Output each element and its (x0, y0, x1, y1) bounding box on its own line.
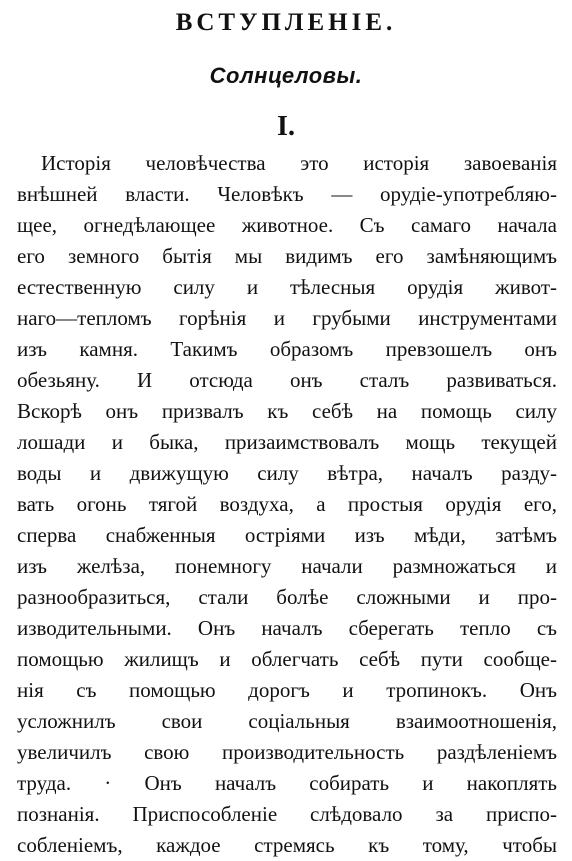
text-line: Исторія человѣчества это исторія завоеванія (41, 151, 557, 175)
text-line: изъ камня. Такимъ образомъ превзошелъ онъ (17, 337, 557, 361)
body-paragraph (17, 148, 557, 861)
text-line: щее, огнедѣлающее животное. Съ самаго начала (17, 213, 557, 237)
text-line: сперва снабженныя остріями изъ мѣди, затѣмъ (17, 523, 557, 547)
text-line: Вскорѣ онъ призвалъ къ себѣ на помощь силу (17, 399, 557, 423)
text-line: обезьяну. И отсюда онъ сталъ развиваться. (17, 368, 557, 392)
text-line: собленіемъ, каждое стремясь къ тому, чтобы (17, 833, 557, 857)
text-line: наго—тепломъ горѣнія и грубыми инструментами (17, 306, 557, 330)
text-line: увеличилъ свою производительность раздѣленіемъ (17, 740, 557, 764)
text-line: помощью жилищъ и облегчать себѣ пути сообще- (17, 647, 557, 671)
part-number: I. (277, 111, 295, 142)
text-line: вать огонь тягой воздуха, а простыя орудія его, (17, 492, 557, 516)
text-line: нія съ помощью дорогъ и тропинокъ. Онъ (17, 678, 557, 702)
text-line: лошади и быка, призаимствовалъ мощь текущей (17, 430, 557, 454)
text-line: изводительными. Онъ началъ сберегать тепло съ (17, 616, 557, 640)
text-line: усложнилъ свои соціальныя взаимоотношенія, (17, 709, 557, 733)
text-line: его земного бытія мы видимъ его замѣняющимъ (17, 244, 557, 268)
section-title: Солнцеловы. (209, 63, 363, 88)
text-line: воды и движущую силу вѣтра, началъ разду- (17, 461, 557, 485)
chapter-title: ВСТУПЛЕНІЕ. (175, 9, 397, 36)
text-line: естественную силу и тѣлесныя орудія живот- (17, 275, 557, 299)
text-line: разнообразиться, стали болѣе сложными и про- (17, 585, 557, 609)
text-line: познанія. Приспособленіе слѣдовало за приспо- (17, 802, 557, 826)
text-line: внѣшней власти. Человѣкъ — орудіе-употребляю- (17, 182, 557, 206)
text-line: изъ желѣза, понемногу начали размножаться и (17, 554, 557, 578)
text-line: труда. · Онъ началъ собирать и накоплять (17, 771, 557, 795)
